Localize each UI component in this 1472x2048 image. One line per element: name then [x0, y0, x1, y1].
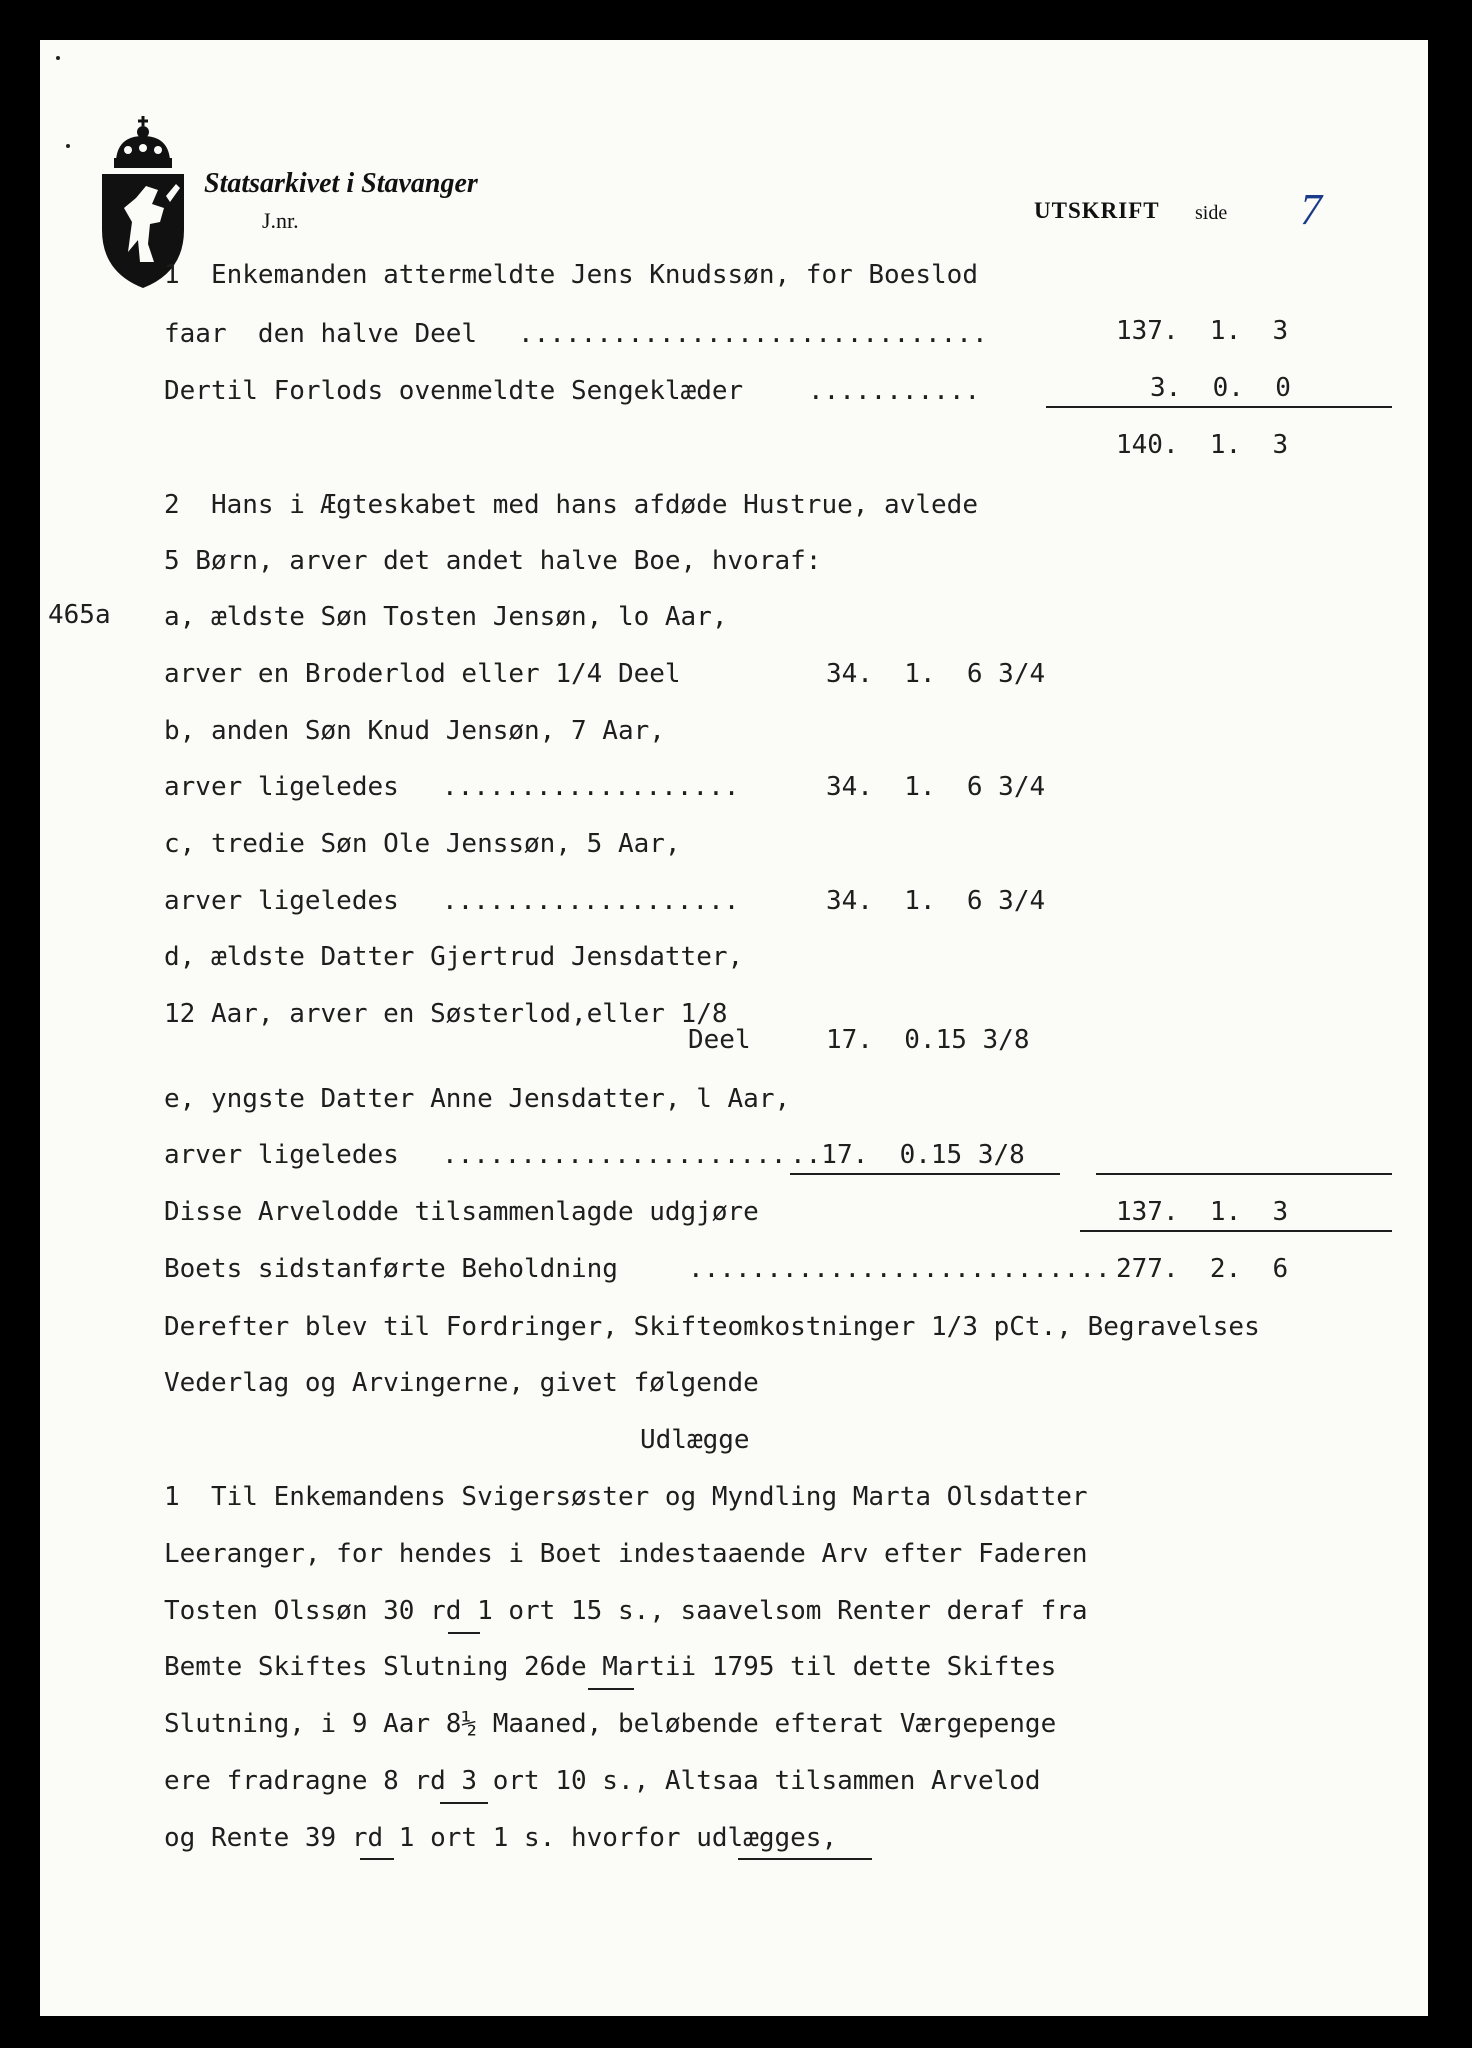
utskrift-label: UTSKRIFT	[1034, 198, 1160, 223]
text-line: arver ligeledes	[164, 886, 399, 916]
text-line: Deel	[688, 1025, 751, 1055]
word-underline	[738, 1858, 872, 1860]
sum-rule	[1046, 406, 1392, 408]
leader-dots: ...........	[808, 376, 981, 406]
archive-name: Statsarkivet i Stavanger	[204, 168, 478, 199]
text-line: 2 Hans i Ægteskabet med hans afdøde Hustrue, avlede	[164, 490, 978, 520]
amount: ..17. 0.15 3/8	[790, 1140, 1025, 1170]
text-line: Derefter blev til Fordringer, Skifteomkostninger 1/3 pCt., Begravelses	[164, 1312, 1260, 1342]
text-line: Slutning, i 9 Aar 8½ Maaned, beløbende efterat Værgepenge	[164, 1709, 1057, 1739]
leader-dots: ......................	[442, 1140, 787, 1170]
amount: 140. 1. 3	[1116, 430, 1289, 460]
sum-rule	[1080, 1230, 1392, 1232]
text-line: arver en Broderlod eller 1/4 Deel	[164, 659, 681, 689]
stray-mark	[56, 56, 60, 60]
margin-note: 465a	[48, 600, 111, 630]
word-underline	[440, 1802, 488, 1804]
journal-number-label: J.nr.	[262, 208, 299, 233]
word-underline	[588, 1688, 634, 1690]
text-line: d, ældste Datter Gjertrud Jensdatter,	[164, 942, 744, 972]
text-line: Boets sidstanførte Beholdning	[164, 1254, 618, 1284]
leader-dots: ...........................	[688, 1254, 1111, 1284]
text-line: ere fradragne 8 rd 3 ort 10 s., Altsaa tilsammen Arvelod	[164, 1766, 1041, 1796]
text-line: 1 Enkemanden attermeldte Jens Knudssøn, for Boeslod	[164, 260, 978, 290]
amount: 277. 2. 6	[1116, 1254, 1289, 1284]
text-line: Leeranger, for hendes i Boet indestaaende Arv efter Faderen	[164, 1539, 1088, 1569]
text-line: faar den halve Deel	[164, 319, 478, 349]
text-line: Dertil Forlods ovenmeldte Sengeklæder	[164, 376, 744, 406]
text-line: Bemte Skiftes Slutning 26de Martii 1795 til dette Skiftes	[164, 1652, 1057, 1682]
sum-rule	[1096, 1173, 1392, 1175]
leader-dots: ..............................	[518, 319, 988, 349]
text-line: c, tredie Søn Ole Jenssøn, 5 Aar,	[164, 829, 681, 859]
page-number: 7	[1300, 185, 1322, 234]
leader-dots: ...................	[442, 772, 740, 802]
word-underline	[448, 1632, 480, 1634]
text-line: e, yngste Datter Anne Jensdatter, l Aar,	[164, 1084, 791, 1114]
section-heading: Udlægge	[640, 1425, 750, 1455]
amount: 137. 1. 3	[1116, 1197, 1289, 1227]
amount: 17. 0.15 3/8	[826, 1025, 1030, 1055]
text-line: arver ligeledes	[164, 772, 399, 802]
amount: 34. 1. 6 3/4	[826, 659, 1046, 689]
stray-mark	[66, 144, 70, 148]
amount: 137. 1. 3	[1116, 316, 1289, 346]
text-line: og Rente 39 rd 1 ort 1 s. hvorfor udlægges,	[164, 1823, 838, 1853]
text-line: 12 Aar, arver en Søsterlod,eller 1/8	[164, 999, 728, 1029]
word-underline	[360, 1858, 394, 1860]
text-line: Tosten Olssøn 30 rd 1 ort 15 s., saavelsom Renter deraf fra	[164, 1596, 1088, 1626]
text-line: a, ældste Søn Tosten Jensøn, lo Aar,	[164, 602, 728, 632]
sum-rule	[790, 1173, 1060, 1175]
text-line: arver ligeledes	[164, 1140, 399, 1170]
text-line: 1 Til Enkemandens Svigersøster og Myndling Marta Olsdatter	[164, 1482, 1088, 1512]
amount: 3. 0. 0	[1150, 373, 1291, 403]
text-line: b, anden Søn Knud Jensøn, 7 Aar,	[164, 716, 665, 746]
leader-dots: ...................	[442, 886, 740, 916]
text-line: Disse Arvelodde tilsammenlagde udgjøre	[164, 1197, 759, 1227]
side-label: side	[1195, 202, 1228, 224]
text-line: Vederlag og Arvingerne, givet følgende	[164, 1368, 759, 1398]
text-line: 5 Børn, arver det andet halve Boe, hvoraf:	[164, 546, 822, 576]
amount: 34. 1. 6 3/4	[826, 886, 1046, 916]
document-page	[40, 40, 1428, 2016]
amount: 34. 1. 6 3/4	[826, 772, 1046, 802]
